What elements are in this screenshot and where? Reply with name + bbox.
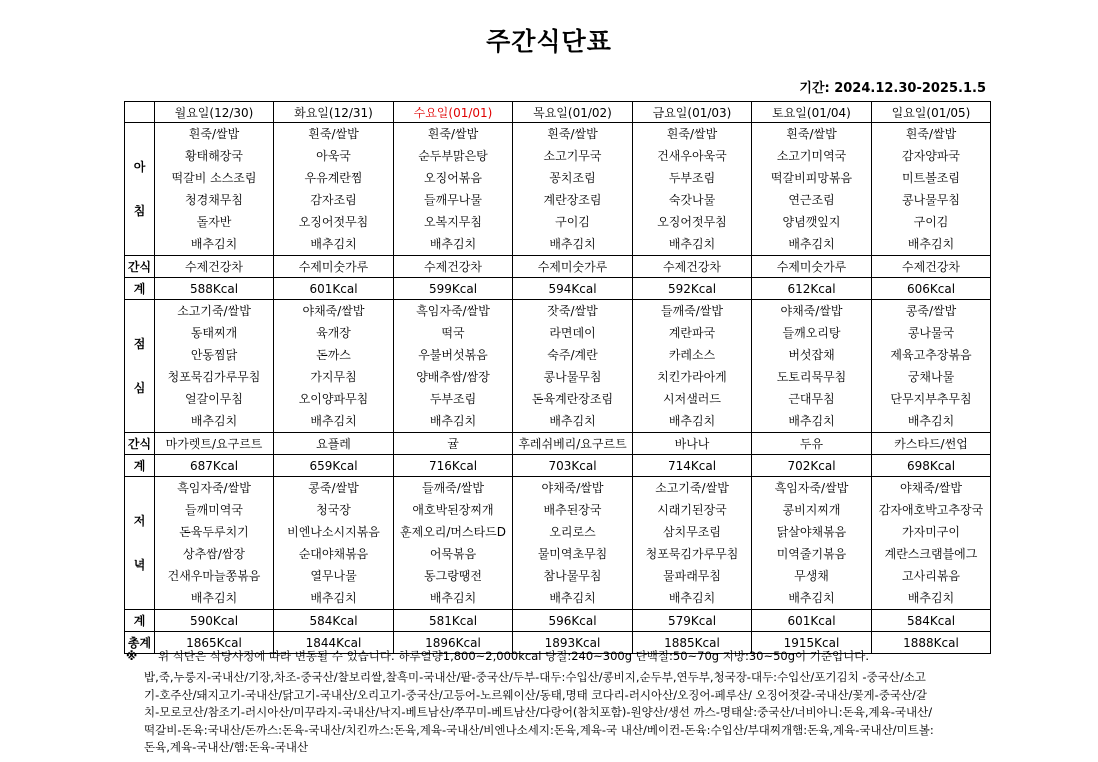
menu-cell bbox=[633, 477, 752, 610]
menu-item: 배추김치 bbox=[788, 591, 835, 605]
snack-label: 간식 bbox=[125, 433, 155, 455]
menu-item: 물파래무침 bbox=[663, 569, 721, 583]
menu-cell bbox=[513, 477, 633, 610]
menu-item: 배추김치 bbox=[668, 414, 716, 428]
day-header: 목요일(01/02) bbox=[513, 102, 633, 123]
menu-item: 오징어젓무침 bbox=[657, 215, 727, 229]
total-label: 총계 bbox=[125, 632, 155, 654]
menu-item: 궁채나물 bbox=[907, 370, 955, 384]
day-header: 토요일(01/04) bbox=[752, 102, 872, 123]
kcal-cell: 714Kcal bbox=[633, 455, 752, 477]
menu-item: 동태찌개 bbox=[190, 326, 238, 340]
menu-cell bbox=[513, 300, 633, 433]
menu-item: 배추김치 bbox=[429, 237, 477, 251]
kcal-cell: 599Kcal bbox=[394, 278, 513, 300]
menu-item: 잣죽/쌀밥 bbox=[547, 304, 598, 318]
total-cell: 1896Kcal bbox=[394, 632, 513, 654]
menu-item: 배추김치 bbox=[190, 591, 238, 605]
menu-cell bbox=[155, 300, 274, 433]
menu-item: 근대무침 bbox=[788, 392, 835, 406]
menu-item: 미트볼조림 bbox=[902, 171, 960, 185]
dinner-label: 저 녁 bbox=[125, 477, 155, 610]
menu-cell bbox=[274, 477, 394, 610]
menu-item: 떡국 bbox=[441, 326, 465, 340]
menu-item: 오징어젓무침 bbox=[298, 215, 369, 229]
day-header: 화요일(12/31) bbox=[274, 102, 394, 123]
menu-item: 도토리묵무침 bbox=[776, 370, 847, 384]
menu-item: 돈육계란장조림 bbox=[531, 392, 614, 406]
menu-item: 배추김치 bbox=[190, 237, 238, 251]
menu-item: 콩죽/쌀밥 bbox=[308, 481, 359, 495]
menu-item: 무생채 bbox=[794, 569, 829, 583]
lunch-label: 점 심 bbox=[125, 300, 155, 433]
lunch-snack-row bbox=[125, 433, 991, 455]
menu-cell bbox=[155, 123, 274, 256]
menu-item: 카레소스 bbox=[668, 348, 716, 362]
snack-cell: 바나나 bbox=[633, 433, 752, 455]
menu-item: 배추김치 bbox=[549, 414, 596, 428]
menu-item: 소고기죽/쌀밥 bbox=[655, 481, 729, 495]
total-cell: 1893Kcal bbox=[513, 632, 633, 654]
menu-item: 감자조림 bbox=[310, 193, 357, 207]
menu-item: 치킨가라아게 bbox=[657, 370, 727, 384]
header-corner bbox=[125, 102, 155, 123]
menu-cell bbox=[394, 123, 513, 256]
menu-item: 콩나물국 bbox=[907, 326, 955, 340]
kcal-cell: 612Kcal bbox=[752, 278, 872, 300]
total-cell: 1888Kcal bbox=[872, 632, 991, 654]
page-title: 주간식단표 bbox=[486, 27, 612, 56]
menu-item: 들깨미역국 bbox=[185, 503, 243, 517]
day-header: 일요일(01/05) bbox=[872, 102, 991, 123]
menu-item: 배추김치 bbox=[429, 591, 477, 605]
menu-item: 참나물무침 bbox=[543, 569, 602, 583]
menu-item: 콩비지찌개 bbox=[782, 503, 841, 517]
kcal-cell: 606Kcal bbox=[872, 278, 991, 300]
menu-cell bbox=[872, 477, 991, 610]
menu-cell bbox=[633, 123, 752, 256]
day-header: 금요일(01/03) bbox=[633, 102, 752, 123]
menu-item: 청포묵김가루무침 bbox=[645, 547, 739, 561]
menu-item: 흑임자죽/쌀밥 bbox=[774, 481, 849, 495]
menu-item: 훈제오리/머스타드D bbox=[399, 525, 507, 539]
menu-item: 청경채무침 bbox=[185, 193, 243, 207]
menu-cell bbox=[274, 300, 394, 433]
menu-item: 건새우마늘쫑볶음 bbox=[167, 569, 261, 583]
kcal-cell: 601Kcal bbox=[752, 610, 872, 632]
menu-cell bbox=[394, 300, 513, 433]
menu-item: 가지무침 bbox=[310, 370, 357, 384]
kcal-cell: 601Kcal bbox=[274, 278, 394, 300]
menu-item: 흑임자죽/쌀밥 bbox=[416, 304, 490, 318]
menu-item: 배추된장국 bbox=[543, 503, 602, 517]
kcal-cell: 592Kcal bbox=[633, 278, 752, 300]
menu-item: 가자미구이 bbox=[902, 525, 960, 539]
menu-item: 흰죽/쌀밥 bbox=[547, 127, 598, 141]
menu-item: 흰죽/쌀밥 bbox=[666, 127, 718, 141]
menu-item: 얼갈이무침 bbox=[185, 392, 243, 406]
menu-item: 청국장 bbox=[316, 503, 351, 517]
menu-cell bbox=[752, 300, 872, 433]
menu-item: 양배추쌈/쌈장 bbox=[416, 370, 490, 384]
menu-item: 삼치무조림 bbox=[663, 525, 721, 539]
menu-item: 두부조림 bbox=[668, 171, 716, 185]
menu-cell bbox=[513, 123, 633, 256]
menu-item: 우불버섯볶음 bbox=[418, 348, 488, 362]
snack-cell: 두유 bbox=[752, 433, 872, 455]
snack-cell: 요플레 bbox=[274, 433, 394, 455]
snack-cell: 귤 bbox=[394, 433, 513, 455]
kcal-cell: 588Kcal bbox=[155, 278, 274, 300]
menu-item: 시저샐러드 bbox=[663, 392, 721, 406]
snack-cell: 수제건강차 bbox=[633, 256, 752, 278]
menu-item: 떡갈비피망볶음 bbox=[770, 171, 853, 185]
kcal-cell: 703Kcal bbox=[513, 455, 633, 477]
breakfast-row bbox=[125, 123, 991, 256]
kcal-cell: 716Kcal bbox=[394, 455, 513, 477]
menu-item: 들깨무나물 bbox=[424, 193, 482, 207]
menu-item: 배추김치 bbox=[310, 237, 357, 251]
kcal-label: 계 bbox=[125, 278, 155, 300]
note-origin: 밥,죽,누룽지-국내산/기장,차조-중국산/찰보리쌀,찰흑미-국내산/팥-중국산/두부-대두:수입산/콩비지,순두부,연두부,청국장-대두:수입산/포기김치 -중국산/소고기-호주산/돼지고기-국내산/닭고기-국내산/오리고기-중국산/고등어-노르웨이산/동태,명태 코다리-러시아산/오징어-페루산/ 오징어젓갈-국내산/꽃게-중국산/갈치-모로코산/참조기-러시아산/미꾸라지-국내산/낙지-베트남산/쭈꾸미-베트남산/다랑어(참치포함)-원양산/생선 까스-명태살:중국산/너비아니:돈육,계육-국내산/떡갈비-돈육:국내산/돈까스:돈육-국내산/치킨까스:돈육,계육-국내산/비엔나소세지:돈육,계육-국 내산/베이컨-돈육:수입산/부대찌개햄:돈육,계육-국내산/미트볼:돈육,계육-국내산/햄:돈육-국내산 bbox=[144, 670, 934, 754]
kcal-cell: 581Kcal bbox=[394, 610, 513, 632]
menu-item: 구이김 bbox=[913, 215, 949, 229]
snack-cell: 후레쉬베리/요구르트 bbox=[513, 433, 633, 455]
menu-item: 단무지부추무침 bbox=[890, 392, 972, 406]
menu-item: 시래기된장국 bbox=[657, 503, 727, 517]
menu-cell bbox=[752, 477, 872, 610]
kcal-cell: 594Kcal bbox=[513, 278, 633, 300]
menu-item: 배추김치 bbox=[310, 591, 357, 605]
snack-cell: 수제건강차 bbox=[872, 256, 991, 278]
menu-item: 콩나물무침 bbox=[543, 370, 602, 384]
menu-cell bbox=[394, 477, 513, 610]
day-header-row bbox=[125, 102, 991, 123]
kcal-cell: 659Kcal bbox=[274, 455, 394, 477]
menu-item: 야채죽/쌀밥 bbox=[780, 304, 843, 318]
kcal-cell: 579Kcal bbox=[633, 610, 752, 632]
menu-item: 계란파국 bbox=[668, 326, 716, 340]
menu-item: 들깨죽/쌀밥 bbox=[421, 481, 484, 495]
menu-item: 감자애호박고추장국 bbox=[878, 503, 984, 517]
menu-item: 고사리볶음 bbox=[902, 569, 960, 583]
kcal-cell: 698Kcal bbox=[872, 455, 991, 477]
menu-item: 흑임자죽/쌀밥 bbox=[177, 481, 251, 495]
menu-item: 떡갈비 소스조림 bbox=[171, 171, 257, 185]
menu-item: 오리로스 bbox=[549, 525, 596, 539]
menu-cell bbox=[155, 477, 274, 610]
menu-item: 계란스크램블에그 bbox=[884, 547, 978, 561]
menu-item: 양념깻잎지 bbox=[782, 215, 841, 229]
lunch-row bbox=[125, 300, 991, 433]
snack-cell: 카스타드/썬업 bbox=[872, 433, 991, 455]
snack-cell: 수제미숫가루 bbox=[274, 256, 394, 278]
total-cell: 1844Kcal bbox=[274, 632, 394, 654]
menu-item: 배추김치 bbox=[668, 237, 716, 251]
menu-item: 배추김치 bbox=[190, 414, 238, 428]
dinner-row bbox=[125, 477, 991, 610]
menu-item: 들깨오리탕 bbox=[782, 326, 841, 340]
menu-item: 배추김치 bbox=[788, 237, 835, 251]
menu-item: 배추김치 bbox=[907, 237, 955, 251]
menu-item: 라면데이 bbox=[549, 326, 596, 340]
menu-item: 들깨죽/쌀밥 bbox=[660, 304, 723, 318]
menu-item: 야채죽/쌀밥 bbox=[541, 481, 604, 495]
note-mark: ※ bbox=[126, 649, 138, 663]
menu-item: 아욱국 bbox=[316, 149, 351, 163]
menu-item: 배추김치 bbox=[788, 414, 835, 428]
menu-item: 물미역초무침 bbox=[537, 547, 608, 561]
snack-cell: 수제건강차 bbox=[155, 256, 274, 278]
menu-item: 오복지무침 bbox=[424, 215, 482, 229]
menu-item: 육개장 bbox=[316, 326, 351, 340]
menu-item: 흰죽/쌀밥 bbox=[905, 127, 957, 141]
menu-item: 순대야채볶음 bbox=[298, 547, 369, 561]
menu-item: 흰죽/쌀밥 bbox=[308, 127, 359, 141]
day-header-holiday: 수요일(01/01) bbox=[394, 102, 513, 123]
snack-cell: 수제미숫가루 bbox=[513, 256, 633, 278]
menu-item: 배추김치 bbox=[429, 414, 477, 428]
menu-item: 흰죽/쌀밥 bbox=[427, 127, 479, 141]
menu-item: 버섯잡채 bbox=[788, 348, 835, 362]
breakfast-kcal-row bbox=[125, 278, 991, 300]
kcal-cell: 702Kcal bbox=[752, 455, 872, 477]
menu-item: 돈까스 bbox=[316, 348, 351, 362]
kcal-cell: 590Kcal bbox=[155, 610, 274, 632]
menu-item: 건새우아욱국 bbox=[657, 149, 727, 163]
snack-cell: 수제건강차 bbox=[394, 256, 513, 278]
menu-item: 소고기미역국 bbox=[776, 149, 847, 163]
breakfast-label: 아 침 bbox=[125, 123, 155, 256]
snack-label: 간식 bbox=[125, 256, 155, 278]
menu-item: 오이양파무침 bbox=[298, 392, 369, 406]
menu-item: 야채죽/쌀밥 bbox=[899, 481, 962, 495]
menu-item: 구이김 bbox=[555, 215, 590, 229]
kcal-label: 계 bbox=[125, 455, 155, 477]
menu-item: 감자양파국 bbox=[902, 149, 960, 163]
snack-cell: 마가렛트/요구르트 bbox=[155, 433, 274, 455]
dinner-kcal-row bbox=[125, 610, 991, 632]
weekly-menu-table bbox=[124, 101, 991, 654]
menu-item: 숙갓나물 bbox=[668, 193, 716, 207]
menu-item: 꽁치조림 bbox=[549, 171, 596, 185]
total-cell: 1865Kcal bbox=[155, 632, 274, 654]
total-cell: 1885Kcal bbox=[633, 632, 752, 654]
menu-item: 흰죽/쌀밥 bbox=[188, 127, 240, 141]
menu-item: 배추김치 bbox=[549, 237, 596, 251]
menu-item: 상추쌈/쌈장 bbox=[182, 547, 245, 561]
snack-cell: 수제미숫가루 bbox=[752, 256, 872, 278]
menu-item: 콩죽/쌀밥 bbox=[905, 304, 957, 318]
menu-item: 어묵볶음 bbox=[429, 547, 477, 561]
menu-item: 두부조림 bbox=[429, 392, 477, 406]
kcal-cell: 596Kcal bbox=[513, 610, 633, 632]
menu-item: 안동찜닭 bbox=[190, 348, 238, 362]
kcal-cell: 584Kcal bbox=[274, 610, 394, 632]
menu-item: 야채죽/쌀밥 bbox=[302, 304, 365, 318]
menu-item: 비엔나소시지볶음 bbox=[287, 525, 380, 539]
menu-item: 배추김치 bbox=[907, 591, 955, 605]
menu-item: 흰죽/쌀밥 bbox=[786, 127, 837, 141]
breakfast-snack-row bbox=[125, 256, 991, 278]
menu-item: 황태해장국 bbox=[185, 149, 243, 163]
menu-item: 오징어볶음 bbox=[424, 171, 482, 185]
menu-item: 닭살야채볶음 bbox=[776, 525, 847, 539]
menu-item: 미역줄기볶음 bbox=[776, 547, 847, 561]
menu-item: 순두부맑은탕 bbox=[418, 149, 488, 163]
day-header: 월요일(12/30) bbox=[155, 102, 274, 123]
menu-cell bbox=[872, 300, 991, 433]
menu-item: 배추김치 bbox=[549, 591, 596, 605]
menu-item: 계란장조림 bbox=[543, 193, 602, 207]
menu-item: 제육고추장볶음 bbox=[890, 348, 972, 362]
kcal-cell: 584Kcal bbox=[872, 610, 991, 632]
menu-cell bbox=[872, 123, 991, 256]
kcal-label: 계 bbox=[125, 610, 155, 632]
menu-item: 배추김치 bbox=[310, 414, 357, 428]
menu-item: 애호박된장찌개 bbox=[412, 503, 494, 517]
menu-cell bbox=[752, 123, 872, 256]
menu-item: 청포묵김가루무침 bbox=[167, 370, 261, 384]
menu-cell bbox=[633, 300, 752, 433]
menu-item: 연근조림 bbox=[788, 193, 835, 207]
menu-item: 콩나물무침 bbox=[902, 193, 960, 207]
note-standard: 위 식단은 식당사정에 따라 변동될 수 있습니다. 하루열량1,800~2,000kcal 당질:240~300g 단백질:50~70g 지방:30~50g이 기준입니다. bbox=[158, 649, 870, 663]
menu-item: 동그랑땡전 bbox=[424, 569, 482, 583]
menu-item: 소고기무국 bbox=[543, 149, 602, 163]
menu-item: 숙주/계란 bbox=[547, 348, 598, 362]
period-label: 기간: 2024.12.30-2025.1.5 bbox=[799, 81, 986, 96]
lunch-kcal-row bbox=[125, 455, 991, 477]
menu-item: 우유계란찜 bbox=[304, 171, 363, 185]
menu-item: 배추김치 bbox=[907, 414, 955, 428]
menu-item: 돌자반 bbox=[196, 215, 232, 229]
menu-item: 돈육두루치기 bbox=[179, 525, 249, 539]
menu-item: 소고기죽/쌀밥 bbox=[177, 304, 251, 318]
kcal-cell: 687Kcal bbox=[155, 455, 274, 477]
menu-cell bbox=[274, 123, 394, 256]
menu-item: 열무나물 bbox=[310, 569, 357, 583]
total-cell: 1915Kcal bbox=[752, 632, 872, 654]
menu-item: 배추김치 bbox=[668, 591, 716, 605]
